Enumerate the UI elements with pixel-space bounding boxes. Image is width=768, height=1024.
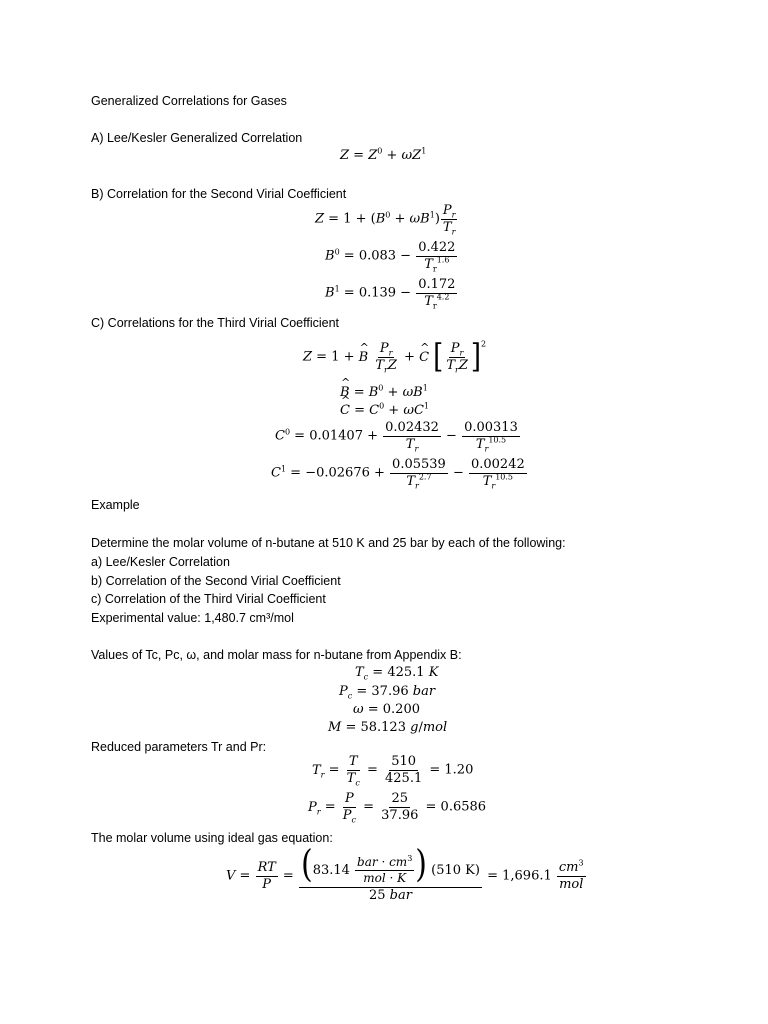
reduced-intro: Reduced parameters Tr and Pr: [91,740,267,754]
c0-equation: $C^0 = 0.01407$ + $\frac{0.02432}{T_r}$ − $\frac{0.00313}{T_r^{10.5}}$ [275,420,518,454]
c1-equation: $C^1 = -0.02676$ + $\frac{0.05539}{T_r^{2.7}}$ − $\frac{0.00242}{T_r^{10.5}}$ [271,457,525,491]
pr-equation: $P_r$ = $\frac{P}{P_c}$ = $\frac{25}{37.96}$ = 0.6586 [308,791,487,825]
omega-value: ω = 0.200 [353,702,420,717]
experimental-value: Experimental value: 1,480.7 cm³/mol [91,611,294,625]
page-title: Generalized Correlations for Gases [91,94,287,108]
second-virial-z-equation: $Z = 1 + (B^0 + \omega B^1)$ $\frac{P_r}{T_r}$ [315,203,456,237]
ideal-gas-volume-equation: V = $\frac{RT}{P}$ = (83.14 $\frac{bar \cdot cm^3}{\text{mol · K}}$ ) (510 K) 25 bar = 1,696.1 $\frac{cm^3}{\text{mol}}$ [226,842,584,903]
b-hat-equation: ^ $B = B^0 + \omega B^1$ [340,385,428,400]
problem-item-a: a) Lee/Kesler Correlation [91,555,230,569]
lee-kesler-equation: $Z = Z^0 + \omega Z^1$ [340,146,427,163]
b0-equation: $B^0 = 0.083$ − $\frac{0.422}{T_r^{1.6}}$ [325,240,456,274]
section-c-heading: C) Correlations for the Third Virial Coefficient [91,316,340,330]
problem-statement: Determine the molar volume of n-butane at 510 K and 25 bar by each of the following: [91,536,566,550]
tc-value: $T_c = 425.1$ K [355,665,439,682]
third-virial-z-equation: Z = 1 + ^ B $\frac{P_r}{T_rZ}$ + ^ C [ $\frac{P_r}{T_rZ}$ ] $^2$ [303,342,486,372]
pc-value: $P_c = 37.96$ bar [339,684,436,701]
b1-equation: $B^1 = 0.139$ − $\frac{0.172}{T_r^{4.2}}$ [325,277,456,311]
example-heading: Example [91,498,140,512]
section-a-heading: A) Lee/Kesler Generalized Correlation [91,131,303,145]
problem-item-c: c) Correlation of the Third Virial Coefficient [91,592,326,606]
tr-equation: $T_r$ = $\frac{T}{T_c}$ = $\frac{510}{425.1}$ = 1.20 [312,754,474,788]
ideal-gas-intro: The molar volume using ideal gas equation: [91,831,333,845]
molar-mass-value: M = 58.123 g/mol [328,720,448,735]
c-hat-equation: ^ $C = C^0 + \omega C^1$ [340,403,429,418]
values-intro: Values of Tc, Pc, ω, and molar mass for n-butane from Appendix B: [91,648,462,662]
section-b-heading: B) Correlation for the Second Virial Coefficient [91,187,347,201]
problem-item-b: b) Correlation of the Second Virial Coefficient [91,574,341,588]
